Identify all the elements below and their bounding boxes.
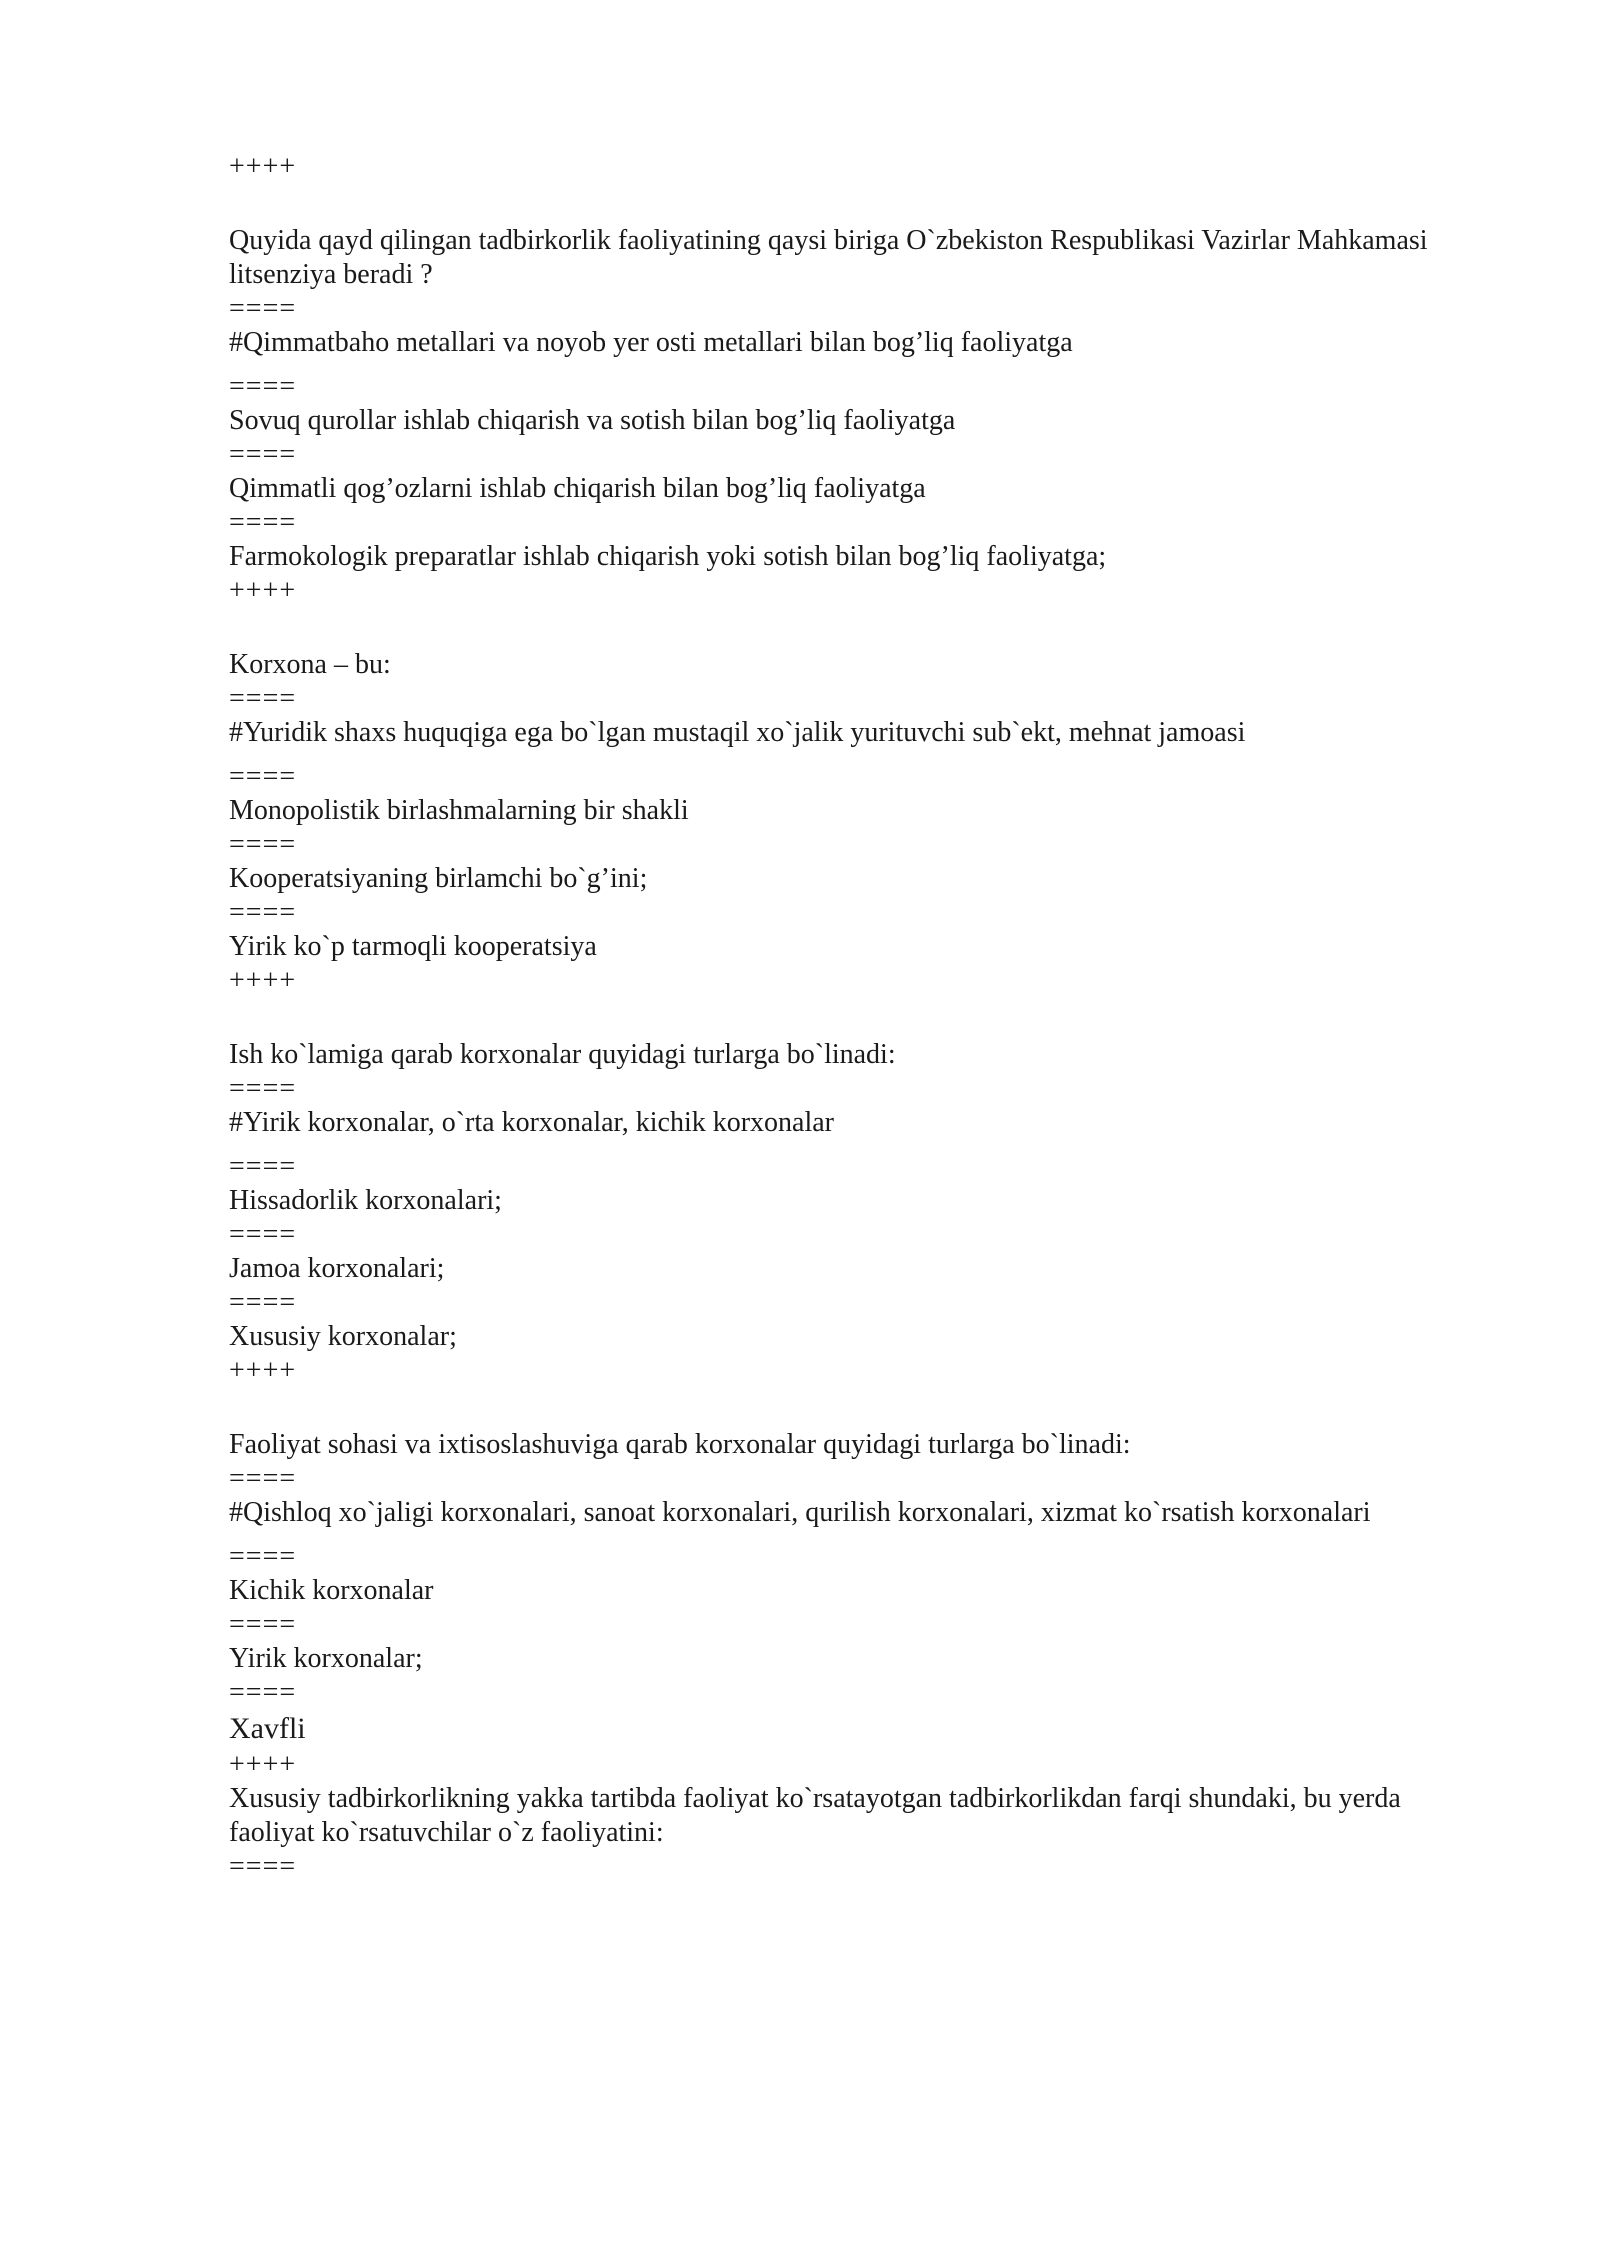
- option-text: Xavfli: [229, 1712, 306, 1745]
- option-separator: ====: [229, 1677, 297, 1708]
- option-separator: ====: [229, 1463, 297, 1494]
- option-separator: ====: [229, 1541, 297, 1572]
- question-separator: ++++: [229, 1355, 297, 1386]
- text-line: #Yirik korxonalar, o`rta korxonalar, kichik korxonalar: [229, 1107, 835, 1138]
- option-separator: ====: [229, 371, 297, 402]
- text-line: Yirik ko`p tarmoqli kooperatsiya: [229, 931, 597, 962]
- text-line: Kichik korxonalar: [229, 1575, 434, 1606]
- text-line: #Yuridik shaxs huquqiga ega bo`lgan mustaqil xo`jalik yurituvchi sub`ekt, mehnat jamoasi: [229, 717, 1246, 748]
- text-line: Monopolistik birlashmalarning bir shakli: [229, 795, 689, 826]
- option-separator: ====: [229, 1073, 297, 1104]
- option-separator: ====: [229, 293, 297, 324]
- spacer: [229, 608, 1479, 648]
- text-line: Yirik korxonalar;: [229, 1643, 423, 1674]
- text-line: Faoliyat sohasi va ixtisoslashuviga qarab korxonalar quyidagi turlarga bo`linadi:: [229, 1429, 1131, 1460]
- text-line: Sovuq qurollar ishlab chiqarish va sotish bilan bog’liq faoliyatga: [229, 405, 956, 436]
- option-separator: ====: [229, 897, 297, 928]
- text-line: Kooperatsiyaning birlamchi bo`g’ini;: [229, 863, 648, 894]
- spacer: [229, 998, 1479, 1038]
- text-line: Quyida qayd qilingan tadbirkorlik faoliyatining qaysi biriga O`zbekiston Respublikasi Vazirlar Mahkamasi litsenziya beradi ?: [229, 225, 1435, 290]
- text-line: Xususiy korxonalar;: [229, 1321, 457, 1352]
- option-separator: ====: [229, 683, 297, 714]
- question-separator: ++++: [229, 965, 297, 996]
- text-line: Ish ko`lamiga qarab korxonalar quyidagi turlarga bo`linadi:: [229, 1039, 896, 1070]
- option-separator: ====: [229, 829, 297, 860]
- question-separator: ++++: [229, 1749, 297, 1780]
- option-separator: ====: [229, 507, 297, 538]
- text-line: Xususiy tadbirkorlikning yakka tartibda faoliyat ko`rsatayotgan tadbirkorlikdan farqi shundaki, bu yerda faoliyat ko`rsatuvchilar o`z faoliyatini:: [229, 1783, 1408, 1848]
- spacer: [229, 1388, 1479, 1428]
- option-separator: ====: [229, 1851, 297, 1882]
- text-line: Hissadorlik korxonalari;: [229, 1185, 502, 1216]
- spacer: [229, 360, 1479, 370]
- option-separator: ====: [229, 439, 297, 470]
- option-separator: ====: [229, 1219, 297, 1250]
- text-line: Jamoa korxonalari;: [229, 1253, 445, 1284]
- spacer: [229, 184, 1479, 224]
- spacer: [229, 1530, 1479, 1540]
- spacer: [229, 750, 1479, 760]
- option-separator: ====: [229, 1609, 297, 1640]
- text-line: Farmokologik preparatlar ishlab chiqarish yoki sotish bilan bog’liq faoliyatga;: [229, 541, 1107, 572]
- option-separator: ====: [229, 1151, 297, 1182]
- text-line: Qimmatli qog’ozlarni ishlab chiqarish bilan bog’liq faoliyatga: [229, 473, 926, 504]
- question-separator: ++++: [229, 151, 297, 182]
- text-line: #Qishloq xo`jaligi korxonalari, sanoat korxonalari, qurilish korxonalari, xizmat ko`rsatish korxonalari: [229, 1497, 1371, 1528]
- option-separator: ====: [229, 1287, 297, 1318]
- option-separator: ====: [229, 761, 297, 792]
- document-page: [229, 150, 1479, 1884]
- spacer: [229, 1140, 1479, 1150]
- text-line: #Qimmatbaho metallari va noyob yer osti metallari bilan bog’liq faoliyatga: [229, 327, 1073, 358]
- question-separator: ++++: [229, 575, 297, 606]
- text-line: Korxona – bu:: [229, 649, 391, 680]
